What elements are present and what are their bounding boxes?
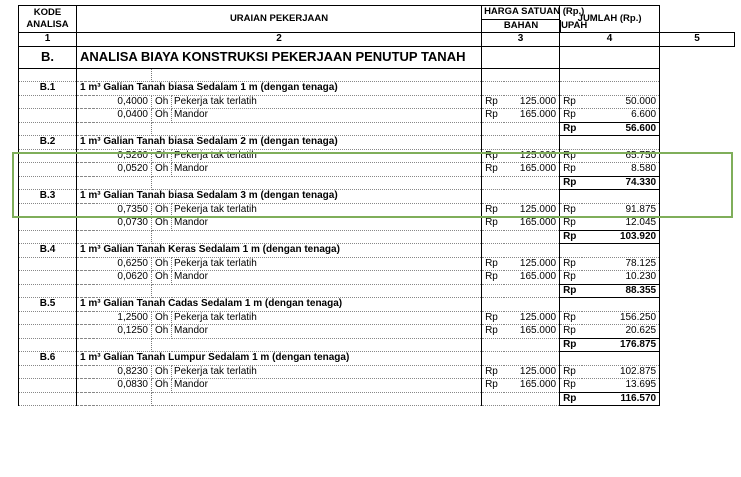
unit-price: 125.000 bbox=[504, 365, 560, 379]
amount-value: 10.230 bbox=[582, 271, 660, 285]
labor-description: Pekerja tak terlatih bbox=[172, 257, 482, 271]
line-item-row bbox=[19, 271, 735, 285]
labor-description: Mandor bbox=[172, 271, 482, 285]
cur-cell bbox=[482, 244, 504, 258]
price-cell bbox=[504, 176, 560, 190]
amount-currency: Rp bbox=[560, 149, 582, 163]
jcur-cell bbox=[560, 136, 582, 150]
line-item-row bbox=[19, 379, 735, 393]
price-currency: Rp bbox=[482, 379, 504, 393]
total-value: 176.875 bbox=[582, 338, 660, 352]
unit: Oh bbox=[152, 325, 172, 339]
item-total-row bbox=[19, 176, 735, 190]
cur-cell bbox=[482, 338, 504, 352]
uraian-header: URAIAN PEKERJAAN bbox=[77, 6, 482, 33]
jcur-cell bbox=[560, 352, 582, 366]
line-item-row bbox=[19, 163, 735, 177]
amount-value: 13.695 bbox=[582, 379, 660, 393]
amount-value: 156.250 bbox=[582, 311, 660, 325]
price-currency: Rp bbox=[482, 149, 504, 163]
unit-price: 125.000 bbox=[504, 203, 560, 217]
item-title: 1 m³ Galian Tanah Keras Sedalam 1 m (dengan tenaga) bbox=[77, 244, 482, 258]
coefficient: 0,7350 bbox=[97, 203, 152, 217]
header-row-1 bbox=[19, 6, 735, 20]
indent-cell bbox=[77, 68, 97, 82]
unit-price: 165.000 bbox=[504, 271, 560, 285]
indent-cell bbox=[77, 122, 97, 136]
unit: Oh bbox=[152, 163, 172, 177]
unit-price: 165.000 bbox=[504, 325, 560, 339]
labor-description: Pekerja tak terlatih bbox=[172, 95, 482, 109]
indent-cell bbox=[77, 163, 97, 177]
kode-cell bbox=[19, 109, 77, 123]
price-cell bbox=[504, 244, 560, 258]
total-currency: Rp bbox=[560, 230, 582, 244]
jcur-cell bbox=[560, 68, 582, 82]
cur-cell bbox=[482, 392, 504, 406]
item-title-row bbox=[19, 244, 735, 258]
unit-price: 165.000 bbox=[504, 379, 560, 393]
coefficient: 0,6250 bbox=[97, 257, 152, 271]
unit-cell bbox=[152, 122, 172, 136]
indent-cell bbox=[77, 365, 97, 379]
amount-value: 8.580 bbox=[582, 163, 660, 177]
kode-cell bbox=[19, 149, 77, 163]
kode-cell bbox=[19, 325, 77, 339]
labor-description: Mandor bbox=[172, 163, 482, 177]
kode-cell bbox=[19, 392, 77, 406]
desc-cell bbox=[172, 176, 482, 190]
indent-cell bbox=[77, 203, 97, 217]
price-currency: Rp bbox=[482, 163, 504, 177]
desc-cell bbox=[172, 284, 482, 298]
unit-cell bbox=[152, 176, 172, 190]
price-currency: Rp bbox=[482, 311, 504, 325]
price-currency: Rp bbox=[482, 203, 504, 217]
coef-cell bbox=[97, 68, 152, 82]
unit-cell bbox=[152, 284, 172, 298]
amount-currency: Rp bbox=[560, 271, 582, 285]
amount-currency: Rp bbox=[560, 163, 582, 177]
desc-cell bbox=[172, 122, 482, 136]
kode-cell bbox=[19, 379, 77, 393]
jumlah-header: JUMLAH (Rp.) bbox=[560, 6, 660, 33]
unit-cell bbox=[152, 68, 172, 82]
amount-currency: Rp bbox=[560, 203, 582, 217]
price-currency: Rp bbox=[482, 95, 504, 109]
total-value: 56.600 bbox=[582, 122, 660, 136]
amount-currency: Rp bbox=[560, 95, 582, 109]
item-code: B.6 bbox=[19, 352, 77, 366]
harga-satuan-header: HARGA SATUAN (Rp.) bbox=[482, 6, 560, 20]
cur-cell bbox=[482, 190, 504, 204]
item-title-row bbox=[19, 136, 735, 150]
jval-cell bbox=[582, 352, 660, 366]
price-currency: Rp bbox=[482, 325, 504, 339]
kode-analisa-header: KODE ANALISA bbox=[19, 6, 77, 33]
item-total-row bbox=[19, 230, 735, 244]
col-number-3: 3 bbox=[482, 33, 560, 47]
kode-cell bbox=[19, 271, 77, 285]
amount-value: 91.875 bbox=[582, 203, 660, 217]
item-total-row bbox=[19, 122, 735, 136]
labor-description: Mandor bbox=[172, 217, 482, 231]
amount-currency: Rp bbox=[560, 217, 582, 231]
indent-cell bbox=[77, 311, 97, 325]
coefficient: 0,4000 bbox=[97, 95, 152, 109]
coefficient: 0,0400 bbox=[97, 109, 152, 123]
item-total-row bbox=[19, 338, 735, 352]
unit: Oh bbox=[152, 379, 172, 393]
unit-cell bbox=[152, 230, 172, 244]
price-cell bbox=[504, 352, 560, 366]
item-total-row bbox=[19, 392, 735, 406]
indent-cell bbox=[77, 271, 97, 285]
indent-cell bbox=[77, 230, 97, 244]
unit: Oh bbox=[152, 203, 172, 217]
item-title: 1 m³ Galian Tanah biasa Sedalam 2 m (dengan tenaga) bbox=[77, 136, 482, 150]
coefficient: 0,5260 bbox=[97, 149, 152, 163]
upah-header: UPAH bbox=[561, 19, 588, 31]
kode-cell bbox=[19, 122, 77, 136]
item-title: 1 m³ Galian Tanah Lumpur Sedalam 1 m (dengan tenaga) bbox=[77, 352, 482, 366]
labor-description: Pekerja tak terlatih bbox=[172, 203, 482, 217]
unit-price: 125.000 bbox=[504, 311, 560, 325]
total-value: 88.355 bbox=[582, 284, 660, 298]
coefficient: 0,0830 bbox=[97, 379, 152, 393]
coefficient: 0,8230 bbox=[97, 365, 152, 379]
unit-price: 165.000 bbox=[504, 163, 560, 177]
coefficient: 1,2500 bbox=[97, 311, 152, 325]
bahan-upah-header bbox=[482, 19, 588, 33]
coefficient: 0,1250 bbox=[97, 325, 152, 339]
coef-cell bbox=[97, 122, 152, 136]
jcur-cell bbox=[560, 190, 582, 204]
col-number-2: 2 bbox=[77, 33, 482, 47]
item-title-row bbox=[19, 352, 735, 366]
labor-description: Pekerja tak terlatih bbox=[172, 311, 482, 325]
price-currency: Rp bbox=[482, 271, 504, 285]
labor-description: Pekerja tak terlatih bbox=[172, 149, 482, 163]
amount-value: 78.125 bbox=[582, 257, 660, 271]
coef-cell bbox=[97, 284, 152, 298]
coefficient: 0,0620 bbox=[97, 271, 152, 285]
unit: Oh bbox=[152, 257, 172, 271]
item-title: 1 m³ Galian Tanah biasa Sedalam 1 m (dengan tenaga) bbox=[77, 82, 482, 96]
unit: Oh bbox=[152, 311, 172, 325]
price-cell bbox=[504, 190, 560, 204]
spacer-row bbox=[19, 68, 735, 82]
cur-cell bbox=[482, 68, 504, 82]
line-item-row bbox=[19, 325, 735, 339]
section-row bbox=[19, 46, 735, 68]
amount-currency: Rp bbox=[560, 109, 582, 123]
col-number-5: 5 bbox=[660, 33, 735, 47]
labor-description: Mandor bbox=[172, 109, 482, 123]
cur-cell bbox=[482, 136, 504, 150]
cur-cell bbox=[482, 352, 504, 366]
line-item-row bbox=[19, 203, 735, 217]
line-item-row bbox=[19, 311, 735, 325]
price-cell bbox=[504, 136, 560, 150]
item-title: 1 m³ Galian Tanah Cadas Sedalam 1 m (dengan tenaga) bbox=[77, 298, 482, 312]
jcur-cell bbox=[560, 82, 582, 96]
item-code: B.2 bbox=[19, 136, 77, 150]
total-currency: Rp bbox=[560, 122, 582, 136]
price-cell bbox=[504, 68, 560, 82]
section-code: B. bbox=[19, 46, 77, 68]
amount-value: 12.045 bbox=[582, 217, 660, 231]
item-title: 1 m³ Galian Tanah biasa Sedalam 3 m (dengan tenaga) bbox=[77, 190, 482, 204]
column-number-row bbox=[19, 33, 735, 47]
coef-cell bbox=[97, 338, 152, 352]
analysis-table bbox=[18, 5, 735, 406]
unit: Oh bbox=[152, 271, 172, 285]
kode-cell bbox=[19, 230, 77, 244]
unit-price: 125.000 bbox=[504, 257, 560, 271]
empty-cell bbox=[560, 46, 660, 68]
price-cell bbox=[504, 392, 560, 406]
coef-cell bbox=[97, 392, 152, 406]
cur-cell bbox=[482, 230, 504, 244]
item-title-row bbox=[19, 82, 735, 96]
kode-cell bbox=[19, 284, 77, 298]
coef-cell bbox=[97, 230, 152, 244]
line-item-row bbox=[19, 365, 735, 379]
jval-cell bbox=[582, 244, 660, 258]
empty-cell bbox=[482, 46, 560, 68]
item-code: B.5 bbox=[19, 298, 77, 312]
unit-price: 125.000 bbox=[504, 95, 560, 109]
item-code: B.4 bbox=[19, 244, 77, 258]
section-title: ANALISA BIAYA KONSTRUKSI PEKERJAAN PENUTUP TANAH bbox=[77, 46, 482, 68]
price-currency: Rp bbox=[482, 217, 504, 231]
cur-cell bbox=[482, 82, 504, 96]
amount-value: 6.600 bbox=[582, 109, 660, 123]
jval-cell bbox=[582, 82, 660, 96]
line-item-row bbox=[19, 109, 735, 123]
unit-price: 125.000 bbox=[504, 149, 560, 163]
unit-cell bbox=[152, 338, 172, 352]
unit-price: 165.000 bbox=[504, 109, 560, 123]
indent-cell bbox=[77, 338, 97, 352]
col-number-1: 1 bbox=[19, 33, 77, 47]
item-code: B.1 bbox=[19, 82, 77, 96]
price-cell bbox=[504, 298, 560, 312]
unit: Oh bbox=[152, 217, 172, 231]
cur-cell bbox=[482, 122, 504, 136]
kode-cell bbox=[19, 203, 77, 217]
desc-cell bbox=[172, 68, 482, 82]
indent-cell bbox=[77, 392, 97, 406]
cur-cell bbox=[482, 176, 504, 190]
desc-cell bbox=[172, 338, 482, 352]
item-code: B.3 bbox=[19, 190, 77, 204]
price-cell bbox=[504, 338, 560, 352]
unit: Oh bbox=[152, 95, 172, 109]
amount-value: 65.750 bbox=[582, 149, 660, 163]
line-item-row bbox=[19, 217, 735, 231]
coef-cell bbox=[97, 176, 152, 190]
indent-cell bbox=[77, 95, 97, 109]
kode-cell bbox=[19, 338, 77, 352]
total-value: 74.330 bbox=[582, 176, 660, 190]
jval-cell bbox=[582, 298, 660, 312]
unit: Oh bbox=[152, 109, 172, 123]
kode-cell bbox=[19, 176, 77, 190]
amount-currency: Rp bbox=[560, 257, 582, 271]
total-currency: Rp bbox=[560, 338, 582, 352]
kode-cell bbox=[19, 217, 77, 231]
amount-value: 50.000 bbox=[582, 95, 660, 109]
jval-cell bbox=[582, 68, 660, 82]
indent-cell bbox=[77, 149, 97, 163]
kode-cell bbox=[19, 257, 77, 271]
bahan-header: BAHAN bbox=[482, 20, 561, 32]
jval-cell bbox=[582, 190, 660, 204]
indent-cell bbox=[77, 284, 97, 298]
jcur-cell bbox=[560, 244, 582, 258]
col-number-4: 4 bbox=[560, 33, 660, 47]
kode-cell bbox=[19, 365, 77, 379]
unit-cell bbox=[152, 392, 172, 406]
coefficient: 0,0730 bbox=[97, 217, 152, 231]
desc-cell bbox=[172, 230, 482, 244]
amount-value: 20.625 bbox=[582, 325, 660, 339]
indent-cell bbox=[77, 217, 97, 231]
unit: Oh bbox=[152, 149, 172, 163]
labor-description: Pekerja tak terlatih bbox=[172, 365, 482, 379]
total-value: 103.920 bbox=[582, 230, 660, 244]
amount-currency: Rp bbox=[560, 311, 582, 325]
total-value: 116.570 bbox=[582, 392, 660, 406]
item-title-row bbox=[19, 298, 735, 312]
amount-currency: Rp bbox=[560, 325, 582, 339]
amount-currency: Rp bbox=[560, 379, 582, 393]
line-item-row bbox=[19, 149, 735, 163]
labor-description: Mandor bbox=[172, 379, 482, 393]
kode-cell bbox=[19, 68, 77, 82]
amount-value: 102.875 bbox=[582, 365, 660, 379]
kode-cell bbox=[19, 163, 77, 177]
price-currency: Rp bbox=[482, 365, 504, 379]
price-cell bbox=[504, 284, 560, 298]
labor-description: Mandor bbox=[172, 325, 482, 339]
amount-currency: Rp bbox=[560, 365, 582, 379]
jval-cell bbox=[582, 136, 660, 150]
line-item-row bbox=[19, 257, 735, 271]
kode-cell bbox=[19, 95, 77, 109]
unit: Oh bbox=[152, 365, 172, 379]
kode-cell bbox=[19, 311, 77, 325]
price-cell bbox=[504, 82, 560, 96]
price-cell bbox=[504, 230, 560, 244]
indent-cell bbox=[77, 379, 97, 393]
indent-cell bbox=[77, 109, 97, 123]
cur-cell bbox=[482, 298, 504, 312]
total-currency: Rp bbox=[560, 284, 582, 298]
line-item-row bbox=[19, 95, 735, 109]
indent-cell bbox=[77, 176, 97, 190]
desc-cell bbox=[172, 392, 482, 406]
coefficient: 0,0520 bbox=[97, 163, 152, 177]
cur-cell bbox=[482, 284, 504, 298]
jcur-cell bbox=[560, 298, 582, 312]
price-currency: Rp bbox=[482, 109, 504, 123]
indent-cell bbox=[77, 257, 97, 271]
total-currency: Rp bbox=[560, 176, 582, 190]
price-cell bbox=[504, 122, 560, 136]
item-total-row bbox=[19, 284, 735, 298]
indent-cell bbox=[77, 325, 97, 339]
unit-price: 165.000 bbox=[504, 217, 560, 231]
price-currency: Rp bbox=[482, 257, 504, 271]
total-currency: Rp bbox=[560, 392, 582, 406]
item-title-row bbox=[19, 190, 735, 204]
